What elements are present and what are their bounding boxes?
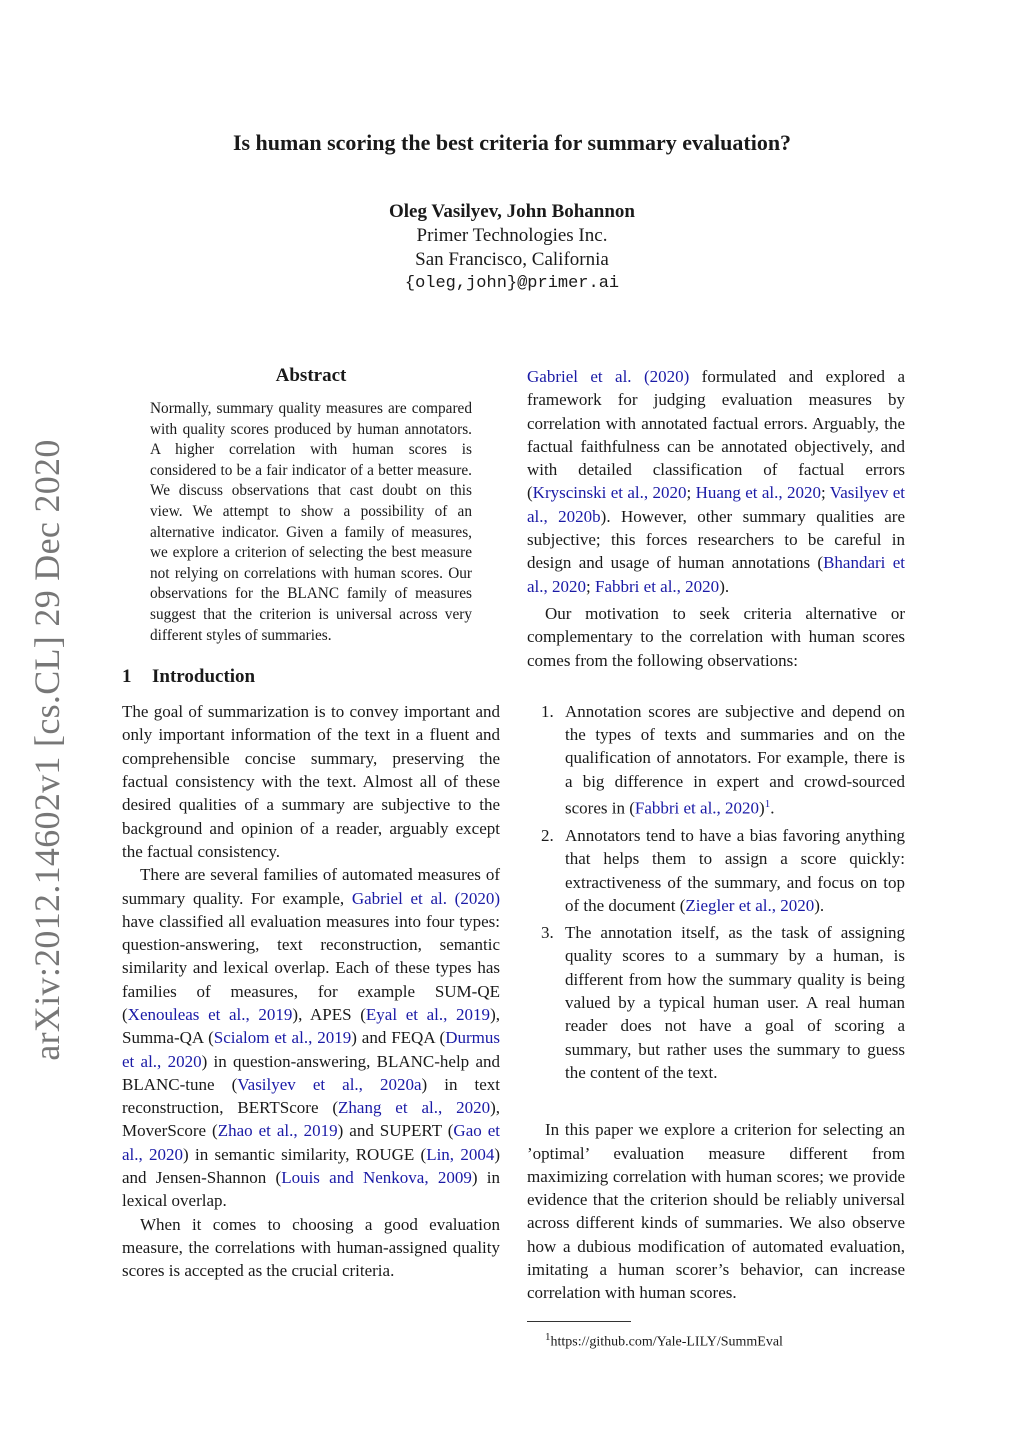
text-run: ; [821,483,830,503]
citation-link[interactable]: Fabbri et al., 2020 [595,576,720,596]
author-affiliation: Primer Technologies Inc. [416,225,608,246]
citation-link[interactable]: Gao et al., 2020 [122,1121,500,1164]
citation-link[interactable]: Vasilyev et al., 2020b [527,483,905,526]
text-run: ). [719,576,730,596]
paper-title: Is human scoring the best criteria for summary evaluation? [232,130,792,155]
author-email: {oleg,john}@primer.ai [404,274,620,293]
author-names: Oleg Vasilyev, John Bohannon [388,201,636,222]
citation-link[interactable]: Durmus et al., 2020 [122,1028,500,1071]
citation-link[interactable]: Zhao et al., 2019 [217,1121,338,1141]
text-run: ) in lexical overlap. [122,1168,500,1211]
citation-link[interactable]: Eyal et al., 2019 [365,1004,491,1024]
citation-link[interactable]: Gabriel et al. (2020) [351,888,500,908]
section-number: 1 [122,666,132,688]
footnote-number: 1 [545,1330,551,1343]
citation-link[interactable]: Zhang et al., 2020 [338,1098,491,1118]
citation-link[interactable]: Xenouleas et al., 2019 [127,1004,293,1024]
text-run: ), Summa-QA ( [122,1004,500,1048]
footnote-divider [527,1321,631,1322]
text-run: ), MoverScore ( [122,1098,500,1141]
section-heading-introduction [122,666,500,688]
text-run: have classified all evaluation measures into four types: question-answering, text reconstruction, semantic similarity and lexical overlap. Each of these types has families of measures, for example SUM-QE ( [122,911,500,1024]
section-title: Introduction [152,666,256,688]
text-run: . [770,798,775,818]
text-run: ) and FEQA ( [351,1028,446,1048]
intro-paragraph-3: When it comes to choosing a good evaluation measure, the correlations with human-assigned quality scores is accepted as the crucial criteria. [122,1214,500,1281]
right-column [527,365,905,1351]
text-run: The annotation itself, as the task of assigning quality scores to a summary by a human, is different from how the summary quality is being valued by a typical human user. A real human reader does not have a goal of scoring a summary, but rather uses the summary to guess the content of the text. [565,923,905,1082]
citation-link[interactable]: Louis and Nenkova, 2009 [281,1168,472,1188]
text-run: ) in semantic similarity, ROUGE ( [183,1144,427,1164]
text-run: ). [814,895,825,915]
author-block [0,200,1024,296]
text-run: Annotation scores are subjective and depend on the types of texts and summaries and on the qualification of annotators. For example, there is a big difference in expert and crowd-sourced scores in ( [565,701,905,818]
citation-link[interactable]: Vasilyev et al., 2020a [237,1074,422,1094]
list-number: 3. [541,923,554,943]
text-run: formulated and explored a framework for judging evaluation measures by correlation with annotated factual errors. Arguably, the factual faithfulness can be annotated objectively, and with detailed classification of factual errors ( [527,367,905,503]
right-paragraph-3: In this paper we explore a criterion for selecting an ’optimal’ evaluation measure different from maximizing correlation with human scores; we provide evidence that the criterion should be reliably universal across different kinds of summaries. We also observe how a dubious modification of automated evaluation, imitating a human scorer’s behavior, can increase correlation with human scores. [527,1120,905,1303]
text-run: There are several families of automated measures of summary quality. For example, [122,865,500,908]
arxiv-side-stamp: arXiv:2012.14602v1 [cs.CL] 29 Dec 2020 [27,439,67,1061]
footnote-mark[interactable]: 1 [764,798,771,811]
citation-link[interactable]: Scialom et al., 2019 [213,1028,352,1048]
citation-link[interactable]: Lin, 2004 [426,1144,495,1164]
author-location: San Francisco, California [415,249,609,270]
text-run: ) in question-answering, BLANC-help and BLANC-tune ( [122,1051,500,1094]
text-run: ; [686,483,696,503]
list-item [527,824,905,917]
text-run: ) [759,798,765,818]
text-run: ). However, other summary qualities are subjective; this forces researchers to be careful in design and usage of human annotations ( [527,506,905,573]
abstract-heading: Abstract [275,365,347,386]
citation-link[interactable]: Huang et al., 2020 [695,483,822,503]
list-item [527,921,905,1084]
text-run: Annotators tend to have a bias favoring anything that helps them to assign a score quickly: extractiveness of the summary, and focus on top of the document ( [565,826,905,915]
intro-paragraph-2 [122,863,500,1212]
right-paragraph-2: Our motivation to seek criteria alternative or complementary to the correlation with human scores comes from the following observations: [527,603,905,670]
list-item [527,700,905,820]
text-run: ; [586,576,596,596]
text-run: ) and Jensen-Shannon ( [122,1144,500,1188]
observations-list [527,700,905,1084]
left-column [122,365,500,1283]
list-number: 1. [541,701,554,721]
citation-link[interactable]: Bhandari et al., 2020 [527,553,905,596]
footnote [527,1328,905,1352]
text-run: ) and SUPERT ( [337,1121,454,1141]
text-run: ), APES ( [292,1004,366,1024]
citation-link[interactable]: Fabbri et al., 2020 [634,798,760,818]
right-paragraph-1 [527,365,905,598]
intro-paragraph-1: The goal of summarization is to convey important and only important information of the text in a fluent and comprehensible concise summary, preserving the factual consistency with the text. Almost all of these desired qualities of a summary are subjective to the background and opinion of a reader, arguably except the factual consistency. [122,702,500,861]
abstract-text: Normally, summary quality measures are compared with quality scores produced by human annotators. A higher correlation with human scores is considered to be a fair indicator of a better measure. We discuss observations that cast doubt on this view. We attempt to show a possibility of an alternative indicator. Given a family of measures, we explore a criterion of selecting the best measure not relying on correlations with human scores. Our observations for the BLANC family of measures suggest that the criterion is universal across very different styles of summaries. [150,400,472,644]
citation-link[interactable]: Gabriel et al. (2020) [527,367,690,386]
list-number: 2. [541,826,554,845]
text-run: ) in text reconstruction, BERTScore ( [122,1074,500,1118]
citation-link[interactable]: Kryscinski et al., 2020 [532,483,687,503]
footnote-url[interactable]: https://github.com/Yale-LILY/SummEval [550,1334,783,1350]
citation-link[interactable]: Ziegler et al., 2020 [685,895,815,915]
